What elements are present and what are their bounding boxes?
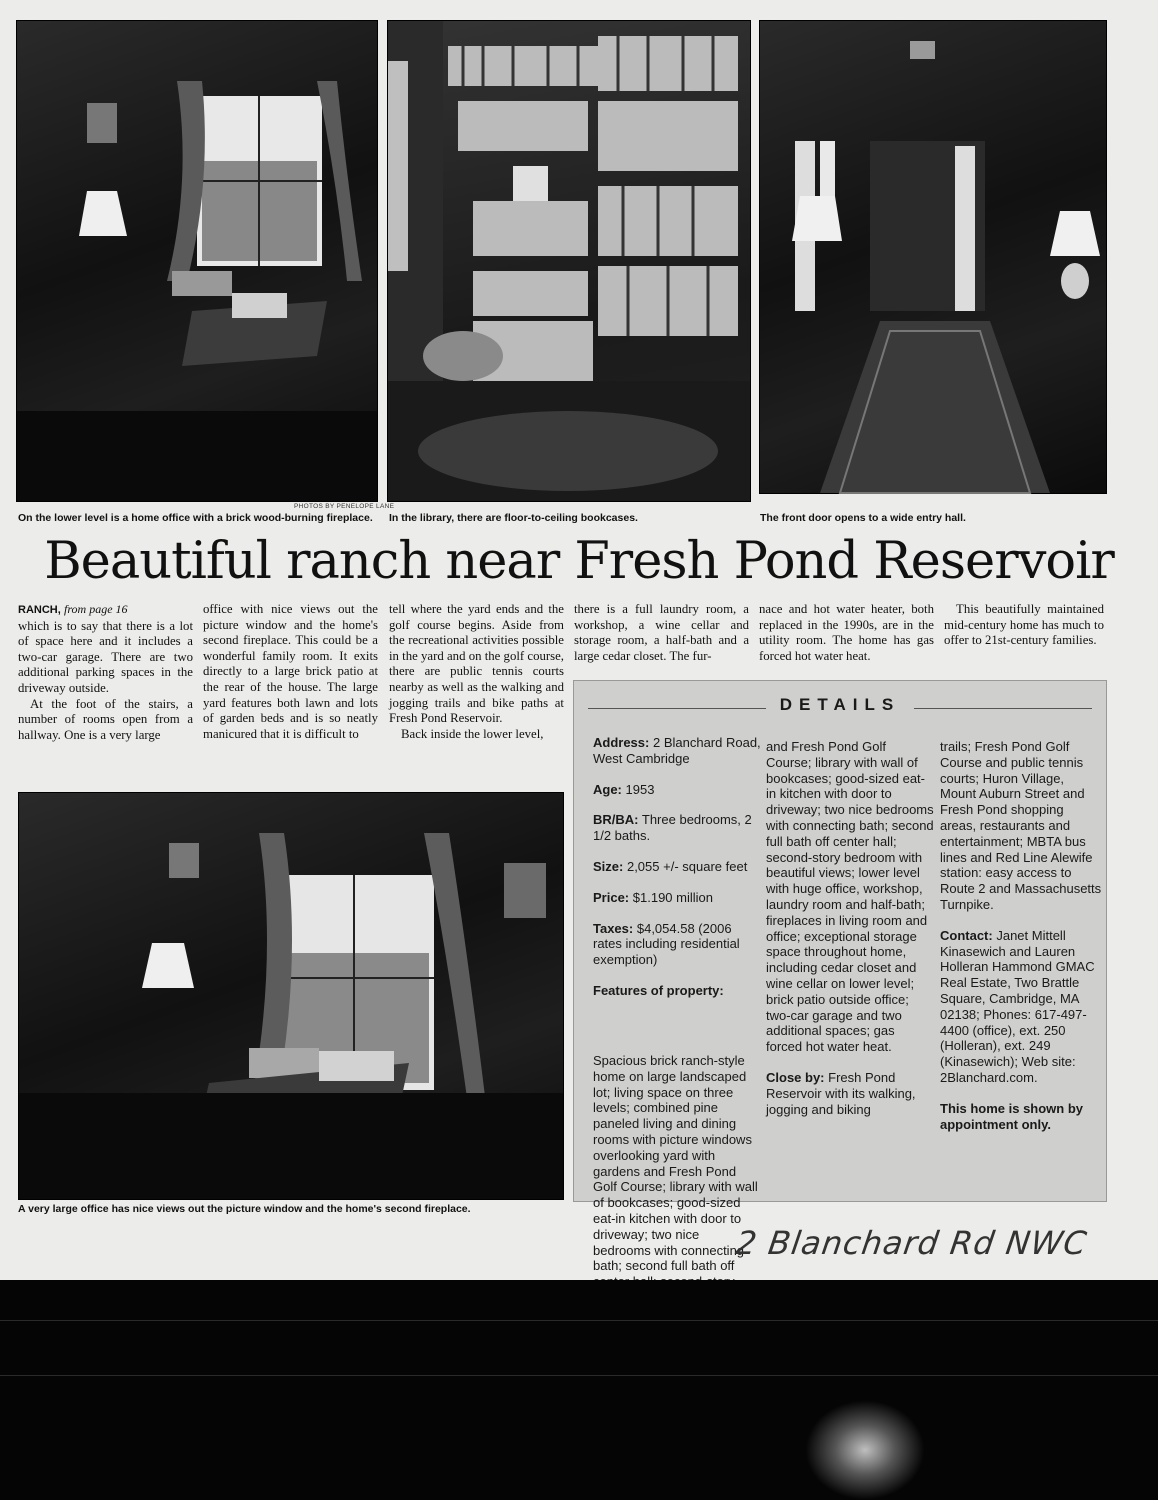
col1-para-1: which is to say that there is a lot of space here and it includes a two-car garage. There are two additional parking spaces in the driveway outside. bbox=[18, 618, 193, 695]
photo-lower-office-art bbox=[17, 21, 377, 501]
photo-large-office bbox=[18, 792, 564, 1200]
jump-reference bbox=[18, 602, 193, 619]
brba-value: Three bedrooms, 2 1/2 baths. bbox=[593, 812, 752, 844]
col6-para: This beautifully maintained mid-century home has much to offer to 21st-century families. bbox=[944, 602, 1104, 648]
details-title: DETAILS bbox=[779, 695, 901, 714]
headline: Beautiful ranch near Fresh Pond Reservoir bbox=[44, 532, 1114, 591]
price-value: $1.190 million bbox=[632, 889, 713, 905]
caption-entry-hall: The front door opens to a wide entry hall. bbox=[760, 512, 966, 524]
details-col-3 bbox=[940, 739, 1102, 1147]
appointment-note: This home is shown by appointment only. bbox=[940, 1100, 1084, 1132]
article-col-1 bbox=[18, 602, 193, 743]
age-label: Age: bbox=[593, 781, 622, 797]
photo-credit: PHOTOS BY PENELOPE LANE bbox=[294, 503, 395, 510]
col1-para-2: At the foot of the stairs, a number of rooms open from a hallway. One is a very large bbox=[18, 696, 193, 742]
close-value-continued: trails; Fresh Pond Golf Course and public tennis courts; Huron Village, Mount Auburn Street and Fresh Pond shopping areas, restaurants and entertainment; MBTA bus lines and Red Line Alewife station: easy access to Route 2 and Massachusetts Turnpike. bbox=[940, 739, 1102, 912]
features-value: Spacious brick ranch-style home on large landscaped lot; living space on three levels; combined pine paneled living and dining rooms with picture windows overlooking yard with gardens and Fresh Pond Golf Course; library with wall of bookcases; good-sized eat-in kitchen with door to driveway; two nice bedrooms with connecting bath; second full bath off bbox=[593, 1053, 758, 1274]
close-label: Close by: bbox=[766, 1069, 825, 1085]
features-continued: and Fresh Pond Golf Course; library with wall of bookcases; good-sized eat-in kitchen with door to driveway; two nice bedrooms with connecting bath; second full bath off center hall; second-story bedroom with beautiful views; lower level with huge office, workshop, laundry room and half-bath; fireplaces in living room and office; exceptional storage space throughout home, including cedar closet and wine cellar on lower level; brick patio outside office; two-car garage and two additional spaces; gas forced hot water heat. bbox=[766, 739, 934, 1055]
caption-large-office: A very large office has nice views out the picture window and the home's second fireplace. bbox=[18, 1203, 471, 1215]
photo-lower-office bbox=[16, 20, 378, 502]
photo-library bbox=[387, 20, 751, 502]
article-col-4 bbox=[574, 602, 749, 664]
caption-lower-office: On the lower level is a home office with a brick wood-burning fireplace. bbox=[18, 512, 373, 524]
brba-label: BR/BA: bbox=[593, 812, 639, 828]
contact-label: Contact: bbox=[940, 927, 993, 943]
article-col-2 bbox=[203, 602, 378, 742]
scan-dark-band bbox=[0, 1280, 1158, 1500]
col2-para: office with nice views out the picture window and the home's second fireplace. This could be a wonderful family room. It exits directly to a large brick patio at the rear of the house. The large yard features both lawn and lots of garden beds and is so neatly manicured that it is difficult to bbox=[203, 602, 378, 741]
size-label: Size: bbox=[593, 858, 624, 874]
features-label: Features of property: bbox=[593, 982, 724, 998]
contact-value: Janet Mittell Kinasewich and Lauren Holleran Hammond GMAC Real Estate, Two Brattle Square, Cambridge, MA 02138; Phones: 617-497-4400 (office), ext. 250 (Holleran), ext. 249 (Kinasewich); Web site: 2Blanchard.com. bbox=[940, 927, 1095, 1085]
article-col-5 bbox=[759, 602, 934, 664]
photo-entry-hall bbox=[759, 20, 1107, 494]
photo-entry-hall-art bbox=[760, 21, 1106, 493]
article-col-3 bbox=[389, 602, 564, 742]
article-col-6 bbox=[944, 602, 1104, 649]
features-value-part bbox=[593, 1053, 758, 1274]
col3-para-1: tell where the yard ends and the golf course begins. Aside from the recreational activities possible in the yard and on the golf course, there are public tennis courts nearby as well as the walking and jogging trails and bike paths at Fresh Pond Reservoir. bbox=[389, 602, 564, 726]
details-features-col-a bbox=[593, 1053, 758, 1274]
handwritten-address-note: 2 Blanchard Rd NWC bbox=[733, 1224, 1090, 1262]
address-value: 2 Blanchard Road, West Cambridge bbox=[593, 735, 761, 766]
close-value-start: Fresh Pond Reservoir with its walking, jogging and biking bbox=[766, 1069, 916, 1117]
photo-large-office-art bbox=[19, 793, 563, 1199]
scan-light-artifact bbox=[805, 1400, 925, 1500]
age-value: 1953 bbox=[625, 781, 655, 797]
col3-para-2: Back inside the lower level, bbox=[401, 726, 544, 741]
size-value: 2,055 +/- square feet bbox=[626, 858, 748, 874]
col4-para: there is a full laundry room, a workshop, a wine cellar and storage room, a half-bath and a large cedar closet. The fur- bbox=[574, 602, 749, 663]
photo-library-art bbox=[388, 21, 750, 501]
price-label: Price: bbox=[593, 889, 630, 905]
taxes-value: $4,054.58 (2006 rates including residential exemption) bbox=[593, 920, 740, 968]
jump-label: RANCH, bbox=[18, 604, 61, 616]
caption-library: In the library, there are floor-to-ceiling bookcases. bbox=[389, 512, 638, 524]
jump-from: from page 16 bbox=[63, 602, 128, 616]
taxes-label: Taxes: bbox=[593, 920, 634, 936]
address-label: Address: bbox=[593, 735, 650, 750]
col5-para: nace and hot water heater, both replaced in the 1990s, are in the utility room. The home has gas forced hot water heat. bbox=[759, 602, 934, 663]
details-col-2 bbox=[766, 739, 934, 1132]
